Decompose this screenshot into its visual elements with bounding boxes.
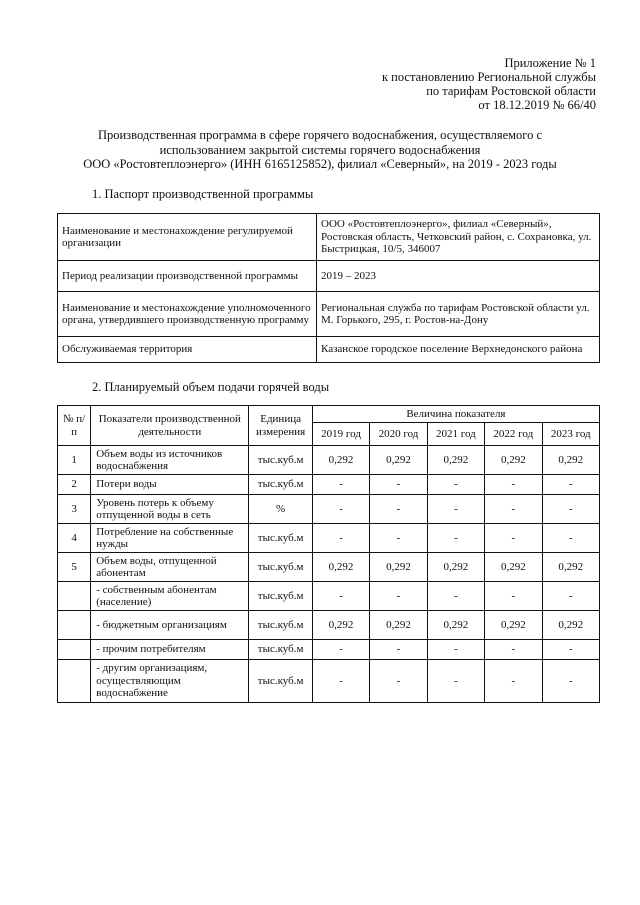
cell-value: - [427, 640, 484, 660]
cell-num [58, 582, 91, 611]
cell-indicator: Потери воды [91, 475, 249, 495]
table-header-row [58, 406, 600, 423]
cell-unit: % [249, 495, 312, 524]
appendix-line: по тарифам Ростовской области [426, 84, 596, 98]
passport-value: Казанское городское поселение Верхнедонского района [317, 337, 600, 363]
table-row [58, 475, 600, 495]
cell-unit: тыс.куб.м [249, 611, 312, 640]
cell-value: - [312, 582, 369, 611]
cell-value: - [370, 524, 427, 553]
cell-indicator: Объем воды, отпущенной абонентам [91, 553, 249, 582]
cell-value: - [427, 495, 484, 524]
cell-value: - [485, 640, 542, 660]
cell-value: - [485, 582, 542, 611]
appendix-line: Приложение № 1 [504, 56, 596, 70]
cell-num: 3 [58, 495, 91, 524]
cell-value: - [542, 524, 599, 553]
cell-num [58, 611, 91, 640]
cell-indicator: - прочим потребителям [91, 640, 249, 660]
cell-value: 0,292 [370, 553, 427, 582]
cell-value: - [485, 495, 542, 524]
passport-label: Обслуживаемая территория [58, 337, 317, 363]
appendix-line: к постановлению Региональной службы [381, 70, 596, 84]
cell-value: - [542, 582, 599, 611]
passport-label: Наименование и местонахождение уполномоченного органа, утвердившего производственную программу [58, 292, 317, 337]
cell-value: - [427, 582, 484, 611]
cell-num: 2 [58, 475, 91, 495]
cell-unit: тыс.куб.м [249, 553, 312, 582]
cell-value: - [312, 524, 369, 553]
cell-value: - [370, 475, 427, 495]
header-num: № п/п [58, 406, 91, 446]
passport-table [57, 213, 600, 363]
table-row [58, 495, 600, 524]
document-title [40, 128, 600, 172]
cell-value: 0,292 [485, 553, 542, 582]
cell-unit: тыс.куб.м [249, 640, 312, 660]
cell-unit: тыс.куб.м [249, 524, 312, 553]
cell-value: - [542, 475, 599, 495]
cell-num: 5 [58, 553, 91, 582]
table-row [58, 640, 600, 660]
cell-indicator: Уровень потерь к объему отпущенной воды в сеть [91, 495, 249, 524]
cell-num: 4 [58, 524, 91, 553]
cell-unit: тыс.куб.м [249, 660, 312, 703]
cell-value: - [542, 660, 599, 703]
title-line: ООО «Ростовтеплоэнерго» (ИНН 6165125852), филиал «Северный», на 2019 - 2023 годы [83, 157, 557, 171]
header-year: 2022 год [485, 423, 542, 446]
cell-value: - [485, 475, 542, 495]
passport-value: ООО «Ростовтеплоэнерго», филиал «Северный», Ростовская область, Четковский район, с. Сохрановка, ул. Быстрицкая, 10/5, 346007 [317, 214, 600, 261]
passport-label: Наименование и местонахождение регулируемой организации [58, 214, 317, 261]
cell-value: - [312, 495, 369, 524]
header-year: 2021 год [427, 423, 484, 446]
cell-unit: тыс.куб.м [249, 582, 312, 611]
volume-table [57, 405, 600, 703]
cell-value: 0,292 [427, 446, 484, 475]
title-line: использованием закрытой системы горячего водоснабжения [159, 142, 481, 157]
cell-value: 0,292 [312, 611, 369, 640]
cell-value: 0,292 [542, 446, 599, 475]
cell-value: 0,292 [427, 611, 484, 640]
header-value: Величина показателя [312, 406, 599, 423]
cell-indicator: - другим организациям, осуществляющим водоснабжение [91, 660, 249, 703]
table-row [58, 611, 600, 640]
passport-value: 2019 – 2023 [317, 261, 600, 292]
header-year: 2019 год [312, 423, 369, 446]
cell-value: - [427, 475, 484, 495]
cell-unit: тыс.куб.м [249, 446, 312, 475]
cell-value: - [542, 640, 599, 660]
cell-indicator: - бюджетным организациям [91, 611, 249, 640]
cell-value: - [312, 475, 369, 495]
table-row [58, 214, 600, 261]
cell-value: 0,292 [542, 611, 599, 640]
cell-num [58, 640, 91, 660]
cell-value: - [542, 495, 599, 524]
table-row [58, 446, 600, 475]
cell-indicator: Потребление на собственные нужды [91, 524, 249, 553]
cell-num [58, 660, 91, 703]
cell-value: - [312, 660, 369, 703]
cell-value: - [427, 524, 484, 553]
header-indicator: Показатели производственной деятельности [91, 406, 249, 446]
cell-indicator: Объем воды из источников водоснабжения [91, 446, 249, 475]
appendix-line: от 18.12.2019 № 66/40 [478, 98, 596, 112]
cell-num: 1 [58, 446, 91, 475]
cell-value: 0,292 [485, 611, 542, 640]
cell-value: - [312, 640, 369, 660]
cell-value: 0,292 [370, 611, 427, 640]
cell-value: 0,292 [542, 553, 599, 582]
section-2-heading: 2. Планируемый объем подачи горячей воды [92, 380, 330, 394]
cell-value: 0,292 [312, 553, 369, 582]
table-row [58, 292, 600, 337]
cell-unit: тыс.куб.м [249, 475, 312, 495]
cell-value: 0,292 [312, 446, 369, 475]
cell-value: - [427, 660, 484, 703]
cell-value: - [370, 582, 427, 611]
passport-value: Региональная служба по тарифам Ростовской области ул. М. Горького, 295, г. Ростов-на-Дону [317, 292, 600, 337]
cell-value: 0,292 [485, 446, 542, 475]
cell-value: - [485, 524, 542, 553]
cell-value: - [370, 660, 427, 703]
table-row [58, 337, 600, 363]
table-row [58, 660, 600, 703]
cell-value: - [370, 495, 427, 524]
header-unit: Единица измерения [249, 406, 312, 446]
title-line: Производственная программа в сфере горячего водоснабжения, осуществляемого с [97, 128, 543, 142]
header-year: 2020 год [370, 423, 427, 446]
cell-indicator: - собственным абонентам (население) [91, 582, 249, 611]
table-row [58, 261, 600, 292]
cell-value: - [370, 640, 427, 660]
cell-value: - [485, 660, 542, 703]
table-row [58, 524, 600, 553]
table-row [58, 582, 600, 611]
passport-label: Период реализации производственной программы [58, 261, 317, 292]
section-1-heading: 1. Паспорт производственной программы [92, 187, 314, 201]
table-row [58, 553, 600, 582]
cell-value: 0,292 [370, 446, 427, 475]
header-year: 2023 год [542, 423, 599, 446]
appendix-header [296, 56, 596, 112]
cell-value: 0,292 [427, 553, 484, 582]
